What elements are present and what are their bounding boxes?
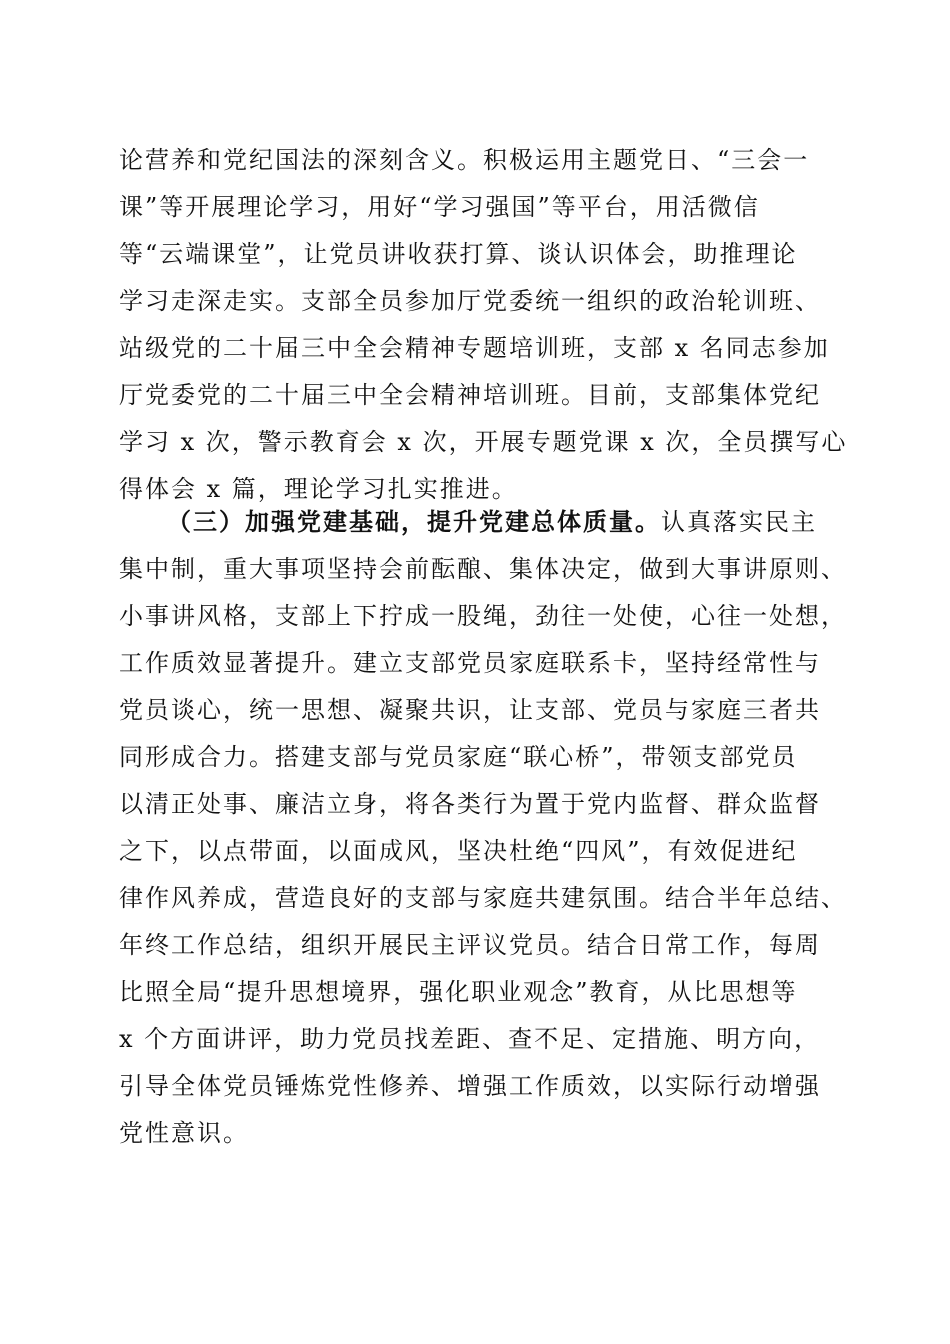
paragraph-line: 以清正处事、廉洁立身，将各类行为置于党内监督、群众监督 [119,790,821,818]
paragraph-line: 工作质效显著提升。建立支部党员家庭联系卡，坚持经常性与 [119,649,821,677]
paragraph-line: 厅党委党的二十届三中全会精神培训班。目前，支部集体党纪 [119,381,821,409]
paragraph-line: 学习走深走实。支部全员参加厅党委统一组织的政治轮训班、 [119,287,821,315]
paragraph-first-line [167,502,817,542]
paragraph-line-rest: 认真落实民主 [661,508,817,536]
paragraph-line: 年终工作总结，组织开展民主评议党员。结合日常工作，每周 [119,931,821,959]
paragraph-line: 论营养和党纪国法的深刻含义。积极运用主题党日、“三会一 [119,146,810,174]
paragraph-line: 党员谈心，统一思想、凝聚共识，让支部、党员与家庭三者共 [119,696,821,724]
paragraph-line: 党性意识。 [119,1119,249,1147]
paragraph-line: x 个方面讲评，助力党员找差距、查不足、定措施、明方向， [119,1025,821,1053]
paragraph-line: 集中制，重大事项坚持会前酝酿、集体决定，做到大事讲原则、 [119,555,847,583]
paragraph-line: 得体会 x 篇，理论学习扎实推进。 [119,475,518,503]
paragraph-line: 课”等开展理论学习，用好“学习强国”等平台，用活微信 [119,193,760,221]
paragraph-line: 学习 x 次，警示教育会 x 次，开展专题党课 x 次，全员撰写心 [119,428,848,456]
paragraph-line: 比照全局“提升思想境界，强化职业观念”教育，从比思想等 [119,978,798,1006]
paragraph-line: 引导全体党员锤炼党性修养、增强工作质效，以实际行动增强 [119,1072,821,1100]
paragraph-line: 之下，以点带面，以面成风，坚决杜绝“四风”，有效促进纪 [119,837,798,865]
paragraph-line: 同形成合力。搭建支部与党员家庭“联心桥”，带领支部党员 [119,743,798,771]
paragraph-line: 等“云端课堂”，让党员讲收获打算、谈认识体会，助推理论 [119,240,798,268]
paragraph-line: 小事讲风格，支部上下拧成一股绳，劲往一处使，心往一处想， [119,602,847,630]
section-heading: （三）加强党建基础，提升党建总体质量。 [167,507,661,536]
paragraph-line: 站级党的二十届三中全会精神专题培训班，支部 x 名同志参加 [119,334,830,362]
paragraph-line: 律作风养成，营造良好的支部与家庭共建氛围。结合半年总结、 [119,884,847,912]
